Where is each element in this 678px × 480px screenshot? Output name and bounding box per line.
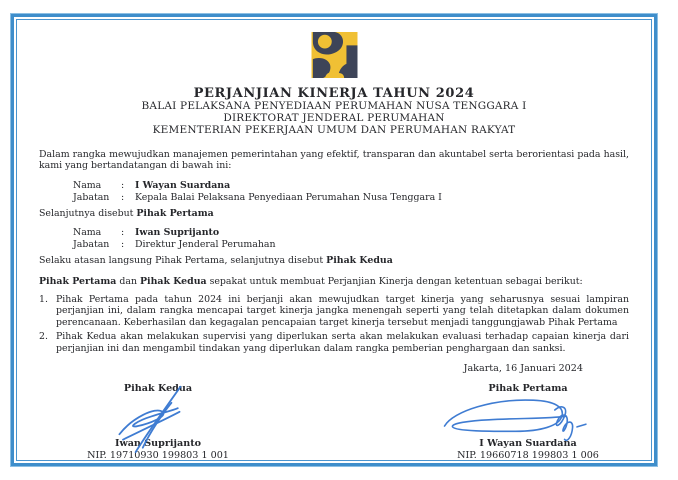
- signatory-name: I Wayan Suardana: [479, 438, 577, 450]
- name-label: Nama: [73, 227, 102, 239]
- signatory-name: Iwan Suprijanto: [114, 438, 202, 450]
- party-first-role-row: [73, 192, 629, 204]
- colon-separator: :: [121, 239, 125, 251]
- intro-paragraph: Dalam rangka mewujudkan manajemen pemerintahan yang efektif, transparan dan akuntabel serta berorientasi pada hasil, kami yang bertandatangan di bawah ini:: [39, 148, 629, 172]
- party-second-name-value: Iwan Suprijanto: [135, 227, 220, 239]
- signature-role-label: Pihak Kedua: [123, 383, 193, 395]
- signature-block-second-party: [57, 383, 259, 461]
- clause-number: 1.: [39, 293, 48, 305]
- document-content: [17, 20, 651, 460]
- clause-text: Pihak Pertama pada tahun 2024 ini berjanji akan mewujudkan target kinerja yang seharusnya sesuai lampiran perjanjian ini, dalam rangka mencapai target kinerja jangka menengah seperti yang telah ditetapkan dalam dokumen perencanaan. Keberhasilan dan kegagalan pencapaian target kinerja tersebut menjadi tanggungjawab Pihak Pertama: [56, 293, 629, 328]
- clause-list: [39, 294, 629, 355]
- org-line-kementerian: KEMENTERIAN PEKERJAAN UMUM DAN PERUMAHAN RAKYAT: [152, 124, 516, 137]
- party-first-alias: Pihak Pertama: [136, 207, 214, 219]
- closing-prefix: Selanjutnya disebut: [39, 207, 137, 219]
- party-second-closing: [39, 255, 629, 267]
- party-first-name-value: I Wayan Suardana: [135, 179, 231, 191]
- party-first-block: [73, 180, 629, 204]
- agreement-mid: dan: [116, 275, 140, 287]
- pu-ministry-logo-icon: [311, 32, 358, 78]
- place-date-line: Jakarta, 16 Januari 2024: [463, 363, 583, 375]
- party-second-role-value: Direktur Jenderal Perumahan: [135, 239, 276, 251]
- role-label: Jabatan: [73, 239, 110, 251]
- org-line-direktorat: DIREKTORAT JENDERAL PERUMAHAN: [223, 112, 445, 125]
- party-first-name-row: [73, 180, 629, 192]
- colon-separator: :: [121, 191, 125, 203]
- party-second-role-row: [73, 239, 629, 251]
- party-first-closing: [39, 208, 629, 220]
- document-title: PERJANJIAN KINERJA TAHUN 2024: [193, 86, 475, 101]
- closing-prefix: Selaku atasan langsung Pihak Pertama, selanjutnya disebut: [39, 255, 327, 267]
- agreement-rest: sepakat untuk membuat Perjanjian Kinerja dengan ketentuan sebagai berikut:: [206, 275, 583, 287]
- signature-role-label: Pihak Pertama: [488, 383, 568, 395]
- clause-number: 2.: [39, 331, 48, 343]
- colon-separator: :: [121, 227, 125, 239]
- signature-block-first-party: [427, 383, 629, 461]
- party-second-name-row: [73, 227, 629, 239]
- logo-container: [39, 32, 629, 80]
- agreement-party-second: Pihak Kedua: [139, 275, 207, 287]
- clause-item-2: [39, 331, 629, 354]
- colon-separator: :: [121, 179, 125, 191]
- agreement-statement: [39, 276, 629, 288]
- agreement-party-first: Pihak Pertama: [39, 275, 117, 287]
- party-second-block: [73, 227, 629, 251]
- signatory-nip: NIP. 19660718 199803 1 006: [457, 450, 599, 462]
- role-label: Jabatan: [73, 191, 110, 203]
- party-second-alias: Pihak Kedua: [326, 255, 393, 267]
- signature-row: [39, 383, 629, 461]
- clause-text: Pihak Kedua akan melakukan supervisi yang diperlukan serta akan melakukan evaluasi terhadap capaian kinerja dari perjanjian ini dan mengambil tindakan yang diperlukan dalam rangka pemberian penghargaan dan sanksi.: [56, 331, 629, 354]
- clause-item-1: [39, 294, 629, 329]
- party-first-role-value: Kepala Balai Pelaksana Penyediaan Perumahan Nusa Tenggara I: [135, 191, 442, 203]
- org-line-balai: BALAI PELAKSANA PENYEDIAAN PERUMAHAN NUSA TENGGARA I: [141, 100, 527, 112]
- certificate-border-frame: [16, 19, 652, 461]
- signatory-nip: NIP. 19710930 199803 1 001: [87, 450, 229, 462]
- name-label: Nama: [73, 179, 102, 191]
